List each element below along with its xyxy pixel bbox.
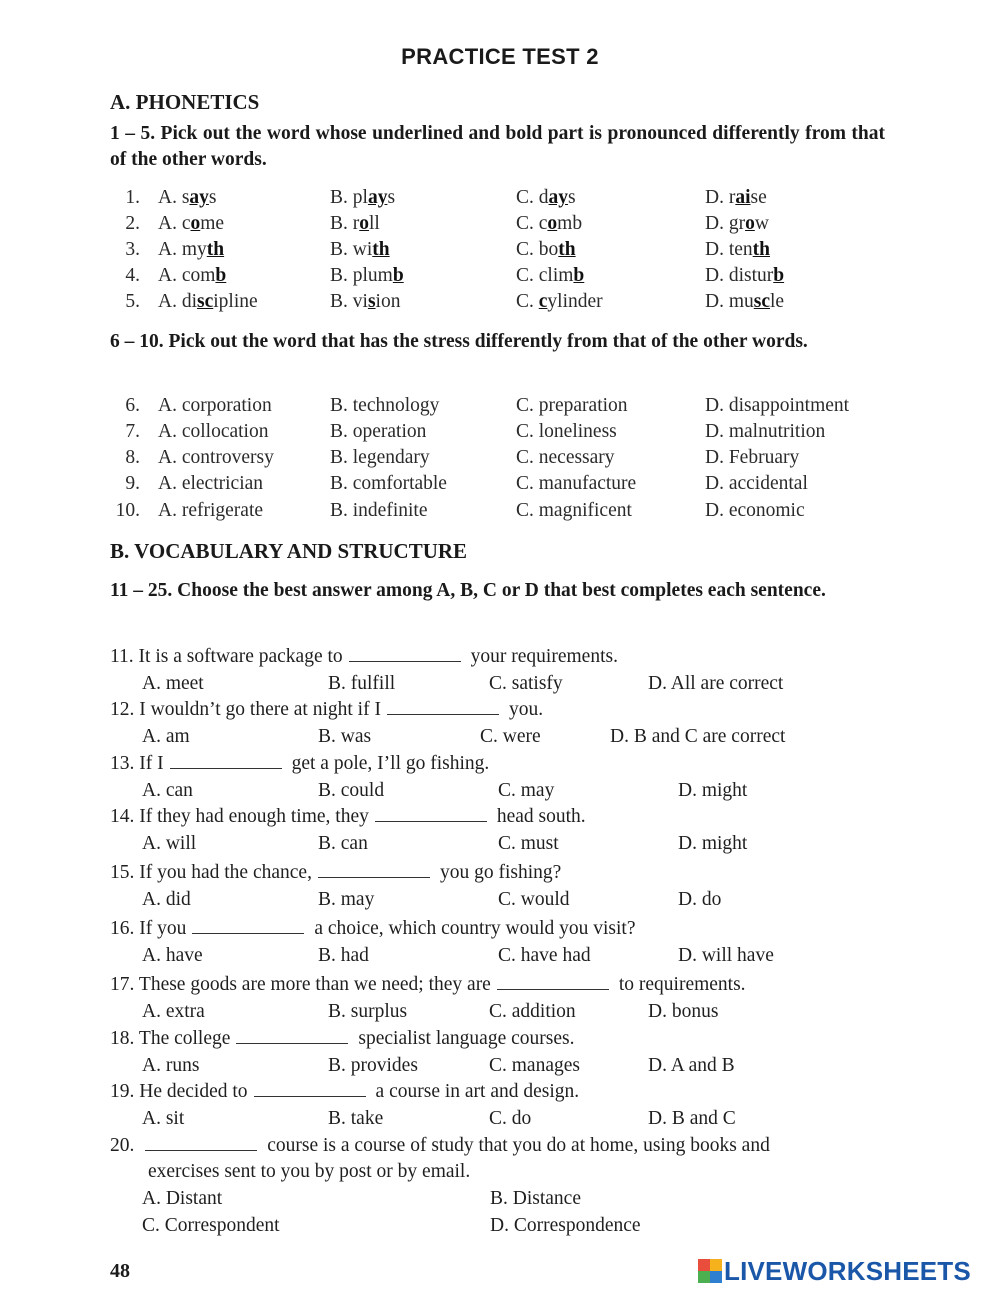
logo-cell (710, 1271, 722, 1283)
answer-option[interactable]: B. may (318, 889, 375, 910)
option-b[interactable] (330, 291, 400, 313)
answer-option[interactable]: A. extra (142, 1001, 205, 1022)
question-number: 9. (125, 473, 140, 494)
option-text: B. vi (330, 291, 368, 312)
question-stem: He decided to (139, 1081, 248, 1102)
question-number: 18. (110, 1028, 139, 1049)
section-b-heading: B. VOCABULARY AND STRUCTURE (110, 539, 468, 563)
option-b[interactable]: B. comfortable (330, 473, 447, 494)
answer-option[interactable]: A. meet (142, 673, 204, 694)
answer-blank[interactable] (318, 862, 430, 878)
underlined-part: o (547, 213, 558, 234)
section-a-heading: A. PHONETICS (110, 90, 260, 114)
option-text: C. c (516, 213, 548, 234)
question-number: 4. (125, 265, 140, 286)
answer-option[interactable]: D. will have (678, 945, 774, 966)
underlined-part: th (558, 239, 576, 260)
answer-option[interactable]: D. A and B (648, 1055, 735, 1076)
logo-text: LIVEWORKSHEETS (724, 1255, 971, 1286)
option-text: D. gr (705, 213, 746, 234)
option-d[interactable] (705, 213, 769, 235)
question-number: 17. (110, 974, 139, 995)
logo-cell (710, 1259, 722, 1271)
stress-row (0, 395, 1000, 421)
option-b[interactable] (330, 265, 404, 287)
answer-blank[interactable] (387, 699, 499, 715)
question-text (110, 646, 618, 668)
option-b[interactable]: B. operation (330, 421, 427, 442)
question-number: 5. (125, 291, 140, 312)
underlined-part: b (773, 265, 785, 286)
underlined-part: o (359, 213, 369, 234)
option-text: s (387, 187, 396, 208)
question-text (110, 1081, 579, 1103)
question-stem: head south. (496, 806, 586, 827)
answer-option[interactable]: A. Distant (142, 1188, 223, 1209)
option-text: A. com (158, 265, 216, 286)
underlined-part: o (745, 213, 755, 234)
answer-option[interactable]: A. sit (142, 1108, 185, 1129)
option-text: D. distur (705, 265, 774, 286)
question-stem: to requirements. (618, 974, 746, 995)
underlined-part: b (215, 265, 227, 286)
option-d[interactable]: D. disappointment (705, 395, 850, 416)
question-stem: you go fishing? (439, 862, 562, 883)
answer-blank[interactable] (192, 918, 304, 934)
option-text: A. di (158, 291, 197, 312)
page-title: PRACTICE TEST 2 (401, 44, 599, 69)
stress-row (0, 421, 1000, 447)
logo-cell (698, 1259, 710, 1271)
answer-option[interactable]: D. All are correct (648, 673, 784, 694)
question-stem: These goods are more than we need; they are (138, 974, 491, 995)
answer-option[interactable]: D. B and C (648, 1108, 736, 1129)
answer-option[interactable]: C. satisfy (489, 673, 563, 694)
question-number: 14. (110, 806, 140, 827)
phonetics-row (0, 291, 1000, 317)
option-c[interactable]: C. magnificent (516, 500, 632, 521)
question-stem: If they had enough time, they (139, 806, 369, 827)
option-text: s (568, 187, 576, 208)
answer-option[interactable]: B. was (318, 726, 372, 747)
answer-option[interactable]: A. runs (142, 1055, 200, 1076)
underlined-part: ay (367, 187, 388, 208)
question-stem: If I (139, 753, 164, 774)
question-number: 8. (125, 447, 140, 468)
option-a[interactable]: A. electrician (158, 473, 264, 494)
option-c[interactable] (516, 239, 576, 261)
answer-option[interactable]: C. addition (489, 1001, 576, 1022)
question-number: 20. (110, 1135, 140, 1156)
question-text (110, 699, 543, 721)
option-d[interactable]: D. economic (705, 500, 805, 521)
option-b[interactable] (330, 239, 390, 261)
option-c[interactable]: C. necessary (516, 447, 615, 468)
underlined-part: ay (548, 187, 569, 208)
phonetics-row (0, 213, 1000, 239)
logo-icon (698, 1259, 722, 1283)
answer-blank[interactable] (349, 646, 461, 662)
answer-option[interactable]: B. fulfill (328, 673, 396, 694)
option-c[interactable]: C. loneliness (516, 421, 617, 442)
option-text: se (750, 187, 767, 208)
option-c[interactable] (516, 291, 603, 313)
answer-option[interactable]: D. might (678, 780, 748, 801)
option-text: B. r (330, 213, 360, 234)
answer-option[interactable]: C. must (498, 833, 559, 854)
question-stem: It is a software package to (138, 646, 343, 667)
question-stem: specialist language courses. (358, 1028, 575, 1049)
answer-option[interactable]: D. might (678, 833, 748, 854)
question-number: 7. (125, 421, 140, 442)
question-text (110, 918, 636, 940)
underlined-part: sc (197, 291, 214, 312)
question-stem: a course in art and design. (375, 1081, 580, 1102)
answer-option[interactable]: C. may (498, 780, 555, 801)
answer-option[interactable]: C. do (489, 1108, 532, 1129)
option-b[interactable]: B. technology (330, 395, 440, 416)
answer-option[interactable]: C. manages (489, 1055, 580, 1076)
answer-option[interactable]: D. B and C are correct (610, 726, 786, 747)
question-number: 13. (110, 753, 140, 774)
answer-blank[interactable] (497, 974, 609, 990)
answer-option[interactable]: B. Distance (490, 1188, 581, 1209)
underlined-part: s (367, 291, 376, 312)
option-text: B. wi (330, 239, 373, 260)
option-a[interactable]: A. controversy (158, 447, 274, 468)
option-text: D. ten (705, 239, 753, 260)
underlined-part: c (538, 291, 548, 312)
option-text: C. clim (516, 265, 574, 286)
question-stem: you. (508, 699, 544, 720)
option-text: w (754, 213, 769, 234)
question-stem: If you (139, 918, 187, 939)
option-a[interactable] (158, 187, 217, 209)
option-text: B. pl (330, 187, 368, 208)
option-text: ion (375, 291, 401, 312)
option-d[interactable] (705, 265, 784, 287)
question-number: 1. (125, 187, 140, 208)
question-number: 3. (125, 239, 140, 260)
answer-option[interactable]: C. were (480, 726, 541, 747)
question-number: 11. (110, 646, 139, 667)
question-stem: I wouldn’t go there at night if I (139, 699, 381, 720)
option-text: A. s (158, 187, 190, 208)
option-d[interactable]: D. accidental (705, 473, 808, 494)
stress-row (0, 500, 1000, 526)
answer-option[interactable]: A. will (142, 833, 197, 854)
answer-option[interactable]: D. bonus (648, 1001, 719, 1022)
option-a[interactable]: A. refrigerate (158, 500, 264, 521)
option-c[interactable]: C. manufacture (516, 473, 637, 494)
option-text: mb (557, 213, 583, 234)
phonetics-instruction: 1 – 5. Pick out the word whose underlined and bold part is pronounced differently from that of the other words. (110, 123, 885, 170)
underlined-part: b (573, 265, 585, 286)
stress-row (0, 473, 1000, 499)
question-stem: your requirements. (470, 646, 618, 667)
underlined-part: th (206, 239, 225, 260)
option-a[interactable] (158, 213, 224, 235)
option-text: C. bo (516, 239, 559, 260)
option-d[interactable] (705, 187, 767, 209)
option-text: D. r (705, 187, 736, 208)
option-d[interactable]: D. malnutrition (705, 421, 826, 442)
option-text: C. (516, 291, 539, 312)
question-stem: The college (138, 1028, 231, 1049)
answer-blank[interactable] (145, 1135, 257, 1151)
option-text: D. mu (705, 291, 754, 312)
phonetics-row (0, 265, 1000, 291)
stress-instruction: 6 – 10. Pick out the word that has the stress differently from that of the other words. (110, 331, 808, 352)
answer-option[interactable]: B. had (318, 945, 369, 966)
option-a[interactable]: A. corporation (158, 395, 272, 416)
answer-option[interactable]: D. Correspondence (490, 1215, 641, 1236)
question-number: 6. (125, 395, 140, 416)
question-text-continued: exercises sent to you by post or by email. (148, 1161, 471, 1182)
option-d[interactable] (705, 291, 784, 313)
option-a[interactable] (158, 291, 258, 313)
underlined-part: th (752, 239, 770, 260)
answer-option[interactable]: A. am (142, 726, 190, 747)
option-c[interactable] (516, 213, 582, 235)
underlined-part: ai (735, 187, 751, 208)
answer-option[interactable]: D. do (678, 889, 722, 910)
option-d[interactable] (705, 239, 770, 261)
option-text: ipline (213, 291, 258, 312)
option-c[interactable]: C. preparation (516, 395, 628, 416)
underlined-part: ay (189, 187, 209, 208)
answer-option[interactable]: A. can (142, 780, 193, 801)
answer-option[interactable]: B. provides (328, 1055, 418, 1076)
question-text (110, 753, 489, 775)
answer-option[interactable]: A. have (142, 945, 203, 966)
question-text (110, 974, 746, 996)
option-text: me (200, 213, 225, 234)
underlined-part: b (392, 265, 404, 286)
question-stem: If you had the chance, (139, 862, 312, 883)
vocabulary-instruction: 11 – 25. Choose the best answer among A, B, C or D that best completes each sentence. (110, 580, 826, 601)
question-stem: course is a course of study that you do at home, using books and (267, 1135, 770, 1156)
phonetics-row (0, 239, 1000, 265)
option-text: A. c (158, 213, 191, 234)
option-text: C. d (516, 187, 549, 208)
answer-option[interactable]: C. would (498, 889, 570, 910)
option-c[interactable] (516, 187, 576, 209)
page-number: 48 (110, 1260, 130, 1282)
answer-option[interactable]: B. could (318, 780, 385, 801)
answer-option[interactable]: B. can (318, 833, 368, 854)
option-text: A. my (158, 239, 207, 260)
option-b[interactable] (330, 213, 380, 235)
question-text (110, 862, 561, 884)
question-text (110, 1135, 770, 1157)
option-text: B. plum (330, 265, 393, 286)
option-b[interactable]: B. indefinite (330, 500, 428, 521)
option-d[interactable]: D. February (705, 447, 800, 468)
question-number: 15. (110, 862, 140, 883)
answer-option[interactable]: C. have had (498, 945, 591, 966)
question-number: 2. (125, 213, 140, 234)
option-b[interactable]: B. legendary (330, 447, 430, 468)
answer-blank[interactable] (236, 1028, 348, 1044)
logo-cell (698, 1271, 710, 1283)
option-a[interactable] (158, 239, 224, 261)
underlined-part: sc (753, 291, 770, 312)
option-a[interactable] (158, 265, 226, 287)
stress-row (0, 447, 1000, 473)
option-a[interactable]: A. collocation (158, 421, 269, 442)
answer-option[interactable]: B. surplus (328, 1001, 408, 1022)
answer-option[interactable]: A. did (142, 889, 191, 910)
answer-blank[interactable] (170, 753, 282, 769)
phonetics-row (0, 187, 1000, 213)
underlined-part: o (190, 213, 201, 234)
question-text (110, 1028, 574, 1050)
question-number: 19. (110, 1081, 140, 1102)
answer-option[interactable]: B. take (328, 1108, 384, 1129)
option-text: ylinder (547, 291, 603, 312)
question-text (110, 806, 586, 828)
option-b[interactable] (330, 187, 395, 209)
question-stem: get a pole, I’ll go fishing. (291, 753, 490, 774)
answer-blank[interactable] (254, 1081, 366, 1097)
answer-blank[interactable] (375, 806, 487, 822)
option-c[interactable] (516, 265, 584, 287)
underlined-part: th (372, 239, 390, 260)
question-stem: a choice, which country would you visit? (314, 918, 636, 939)
question-number: 12. (110, 699, 140, 720)
answer-option[interactable]: C. Correspondent (142, 1215, 280, 1236)
option-text: ll (369, 213, 380, 234)
question-number: 10. (115, 500, 140, 521)
option-text: s (208, 187, 217, 208)
liveworksheets-logo (698, 1256, 971, 1286)
option-text: le (770, 291, 785, 312)
question-number: 16. (110, 918, 140, 939)
